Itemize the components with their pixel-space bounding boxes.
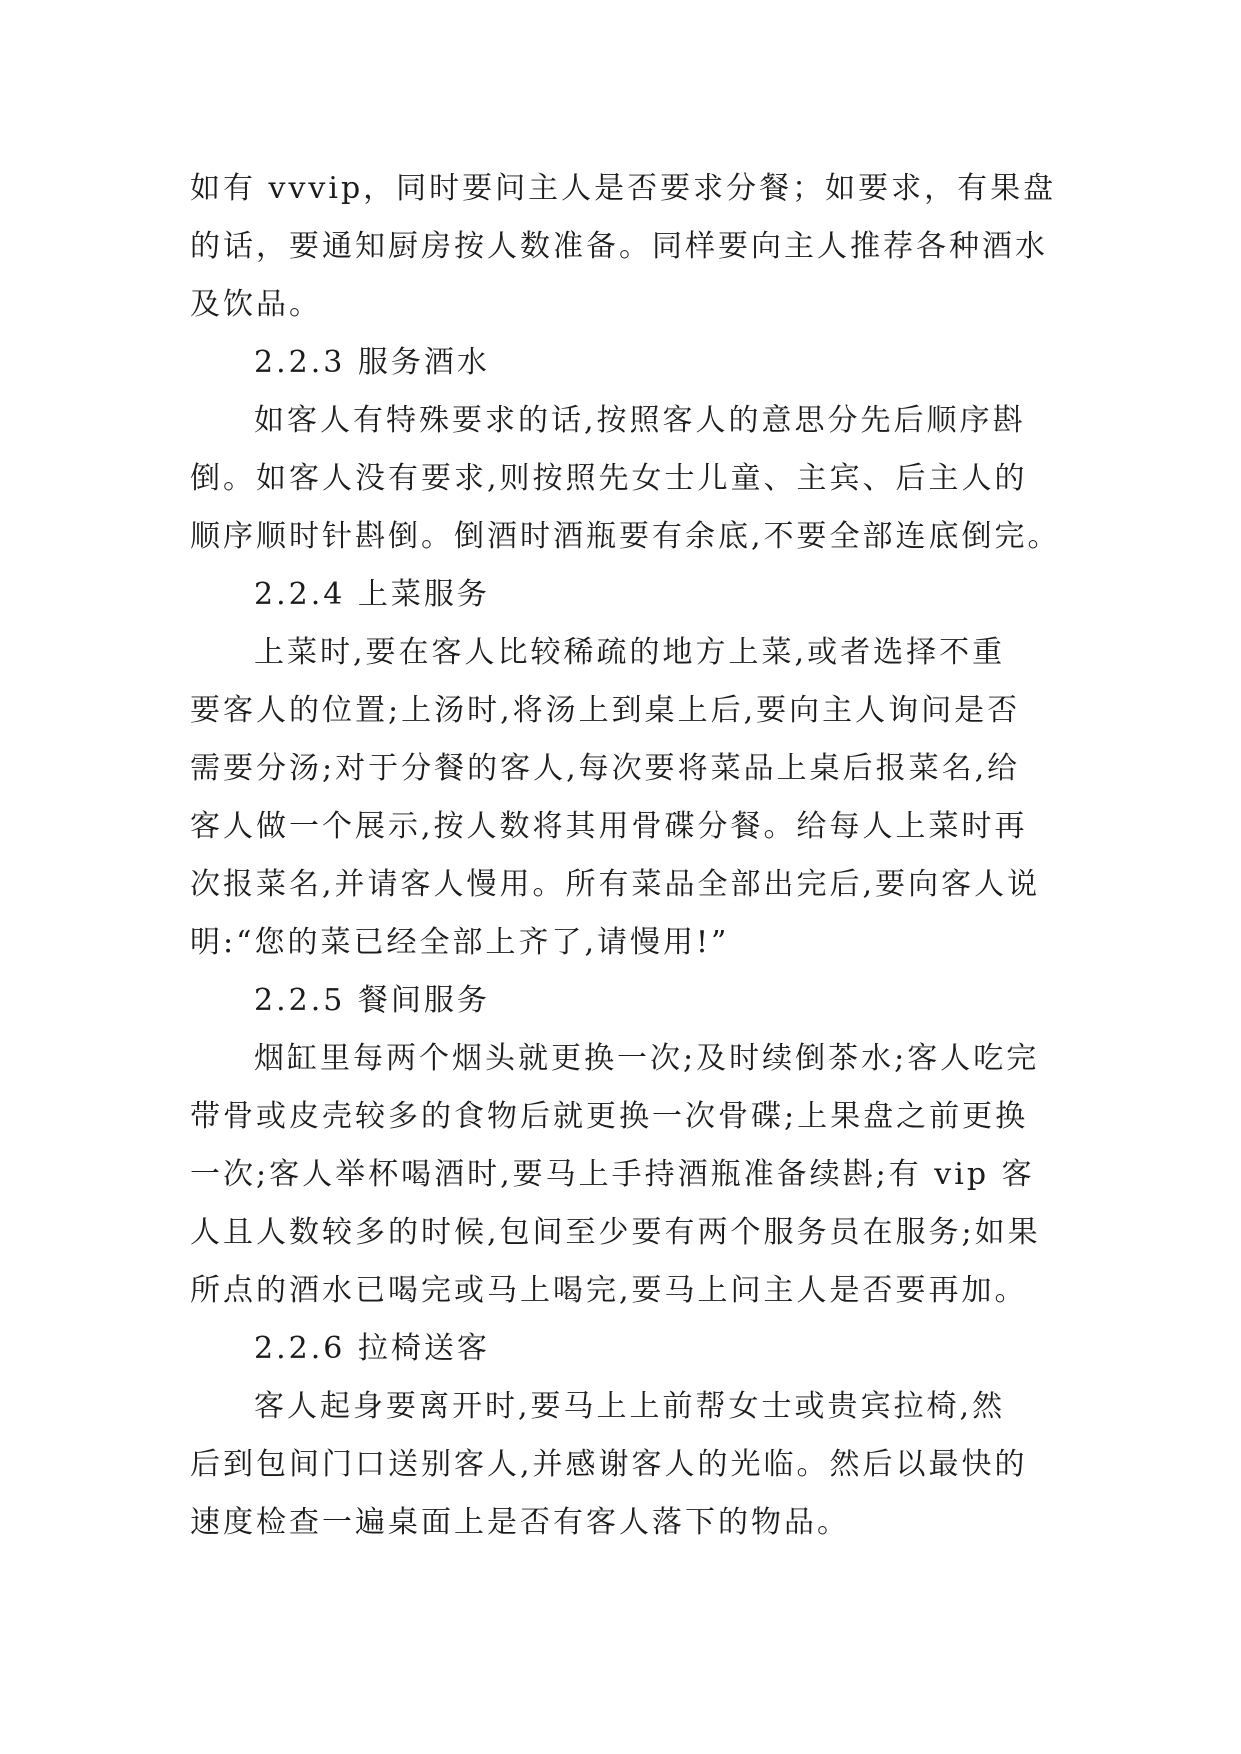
text-line-6: 倒。如客人没有要求,则按照先女士儿童、主宾、后主人的 — [190, 461, 1028, 496]
text-line-7: 顺序顺时针斟倒。倒酒时酒瓶要有余底,不要全部连底倒完。 — [190, 519, 1061, 554]
text-line-11: 需要分汤;对于分餐的客人,每次要将菜品上桌后报菜名,给 — [190, 751, 1021, 786]
text-line-23: 后到包间门口送别客人,并感谢客人的光临。然后以最快的 — [190, 1447, 1028, 1482]
text-line-10: 要客人的位置;上汤时,将汤上到桌上后,要向主人询问是否 — [190, 693, 1021, 728]
text-line-9: 上菜时,要在客人比较稀疏的地方上菜,或者选择不重 — [254, 635, 1006, 670]
text-line-20: 所点的酒水已喝完或马上喝完,要马上问主人是否要再加。 — [190, 1273, 1028, 1308]
document-page — [190, 160, 1060, 1552]
text-line-17: 带骨或皮壳较多的食物后就更换一次骨碟;上果盘之前更换 — [190, 1099, 1029, 1134]
text-line-16: 烟缸里每两个烟头就更换一次;及时续倒茶水;客人吃完 — [254, 1041, 1040, 1076]
section-heading-2-2-3: 2.2.3 服务酒水 — [254, 345, 490, 380]
text-line-2: 的话，要通知厨房按人数准备。同样要向主人推荐各种酒水 — [190, 229, 1048, 264]
text-line-18: 一次;客人举杯喝酒时,要马上手持酒瓶准备续斟;有 vip 客 — [190, 1157, 1035, 1192]
section-heading-2-2-6: 2.2.6 拉椅送客 — [254, 1331, 490, 1366]
text-line-14: 明:“您的菜已经全部上齐了,请慢用!” — [190, 925, 730, 960]
text-line-3: 及饮品。 — [190, 287, 322, 322]
section-heading-2-2-4: 2.2.4 上菜服务 — [254, 577, 490, 612]
section-heading-2-2-5: 2.2.5 餐间服务 — [254, 983, 490, 1018]
text-line-13: 次报菜名,并请客人慢用。所有菜品全部出完后,要向客人说 — [190, 867, 1041, 902]
text-line-12: 客人做一个展示,按人数将其用骨碟分餐。给每人上菜时再 — [190, 809, 1028, 844]
text-line-22: 客人起身要离开时,要马上上前帮女士或贵宾拉椅,然 — [254, 1389, 1006, 1424]
text-line-5: 如客人有特殊要求的话,按照客人的意思分先后顺序斟 — [254, 403, 1026, 438]
text-line-19: 人且人数较多的时候,包间至少要有两个服务员在服务;如果 — [190, 1215, 1041, 1250]
text-line-1: 如有 vvvip，同时要问主人是否要求分餐；如要求，有果盘 — [190, 171, 1057, 206]
text-line-24: 速度检查一遍桌面上是否有客人落下的物品。 — [190, 1505, 850, 1540]
